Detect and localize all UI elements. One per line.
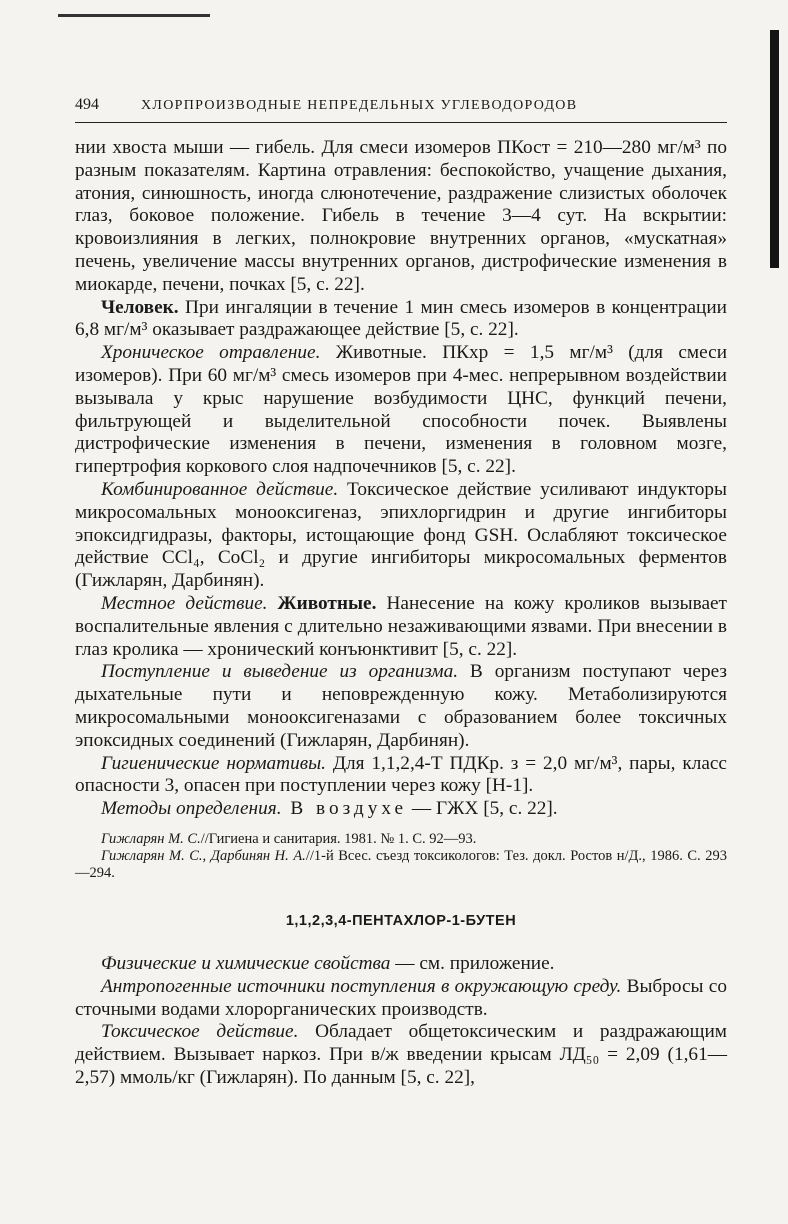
reference-item: Гижларян М. С., Дарбинян Н. А.//1-й Всес. съезд токсикологов: Тез. докл. Ростов н/Д., 1986. С. 293—294.	[75, 847, 727, 881]
paragraph-toxic: Токсическое действие. Обладает общетоксическим и раздражающим действием. Вызывает наркоз. При в/ж введении крысам ЛД₅₀ = 2,09 (1,61—2,57) ммоль/кг (Гижларян). По данным [5, с. 22],	[75, 1021, 727, 1088]
scan-edge-mark	[58, 14, 210, 17]
page-number: 494	[75, 96, 99, 113]
paragraph-chronic: Хроническое отравление. Животные. ПКхр = 1,5 мг/м³ (для смеси изомеров). При 60 мг/м³ смесь изомеров при 4-мес. непрерывном воздействии вызывала у крыс нарушение возбудимости ЦНС, функций печени, фильтрующей и выделительной способности почек. Выявлены дистрофические изменения в печени, изменения в головном мозге, гипертрофия коркового слоя надпочечников [5, с. 22].	[75, 342, 728, 478]
running-header	[75, 96, 727, 123]
paragraph-continuation: нии хвоста мыши — гибель. Для смеси изомеров ПКост = 210—280 мг/м³ по разным показателям. Картина отравления: беспокойство, учащение дыхания, атония, синюшность, иногда слюнотечение, раздражение слизистых оболочек глаз, боковое положение. Гибель в течение 3—4 сут. На вскрытии: кровоизлияния в легких, полнокровие внутренних органов, «мускатная» печень, увеличение массы внутренних органов, дистрофические изменения в миокарде, печени, почках [5, с. 22].	[75, 137, 727, 295]
references	[75, 831, 727, 882]
paragraph-properties: Физические и химические свойства — см. приложение.	[101, 952, 555, 974]
label-human: Человек.	[101, 296, 179, 318]
label-intake: Поступление и выведение из организма.	[101, 661, 459, 683]
scan-edge-bar	[770, 30, 779, 268]
paragraph-local: Местное действие. Животные. Нанесение на кожу кроликов вызывает воспалительные явления с длительно незаживающими язвами. При внесении в глаз кролика — хронический конъюнктивит [5, с. 22].	[75, 592, 727, 660]
section-text	[75, 953, 727, 1090]
label-norms: Гигиенические нормативы.	[101, 752, 326, 774]
label-chronic: Хроническое отравление.	[101, 342, 321, 364]
paragraph-methods: Методы определения. В воздухе — ГЖХ [5, с. 22].	[101, 798, 558, 820]
paragraph-sources: Антропогенные источники поступления в окружающую среду. Выбросы со сточными водами хлорорганических производств.	[75, 975, 727, 1020]
label-combined: Комбинированное действие.	[101, 478, 339, 500]
label-animals-local: Животные.	[267, 592, 377, 614]
label-animals: Животные.	[320, 342, 427, 364]
section-title: 1,1,2,3,4-ПЕНТАХЛОР-1-БУТЕН	[285, 912, 517, 929]
paragraph-human: Человек. При ингаляции в течение 1 мин смесь изомеров в концентрации 6,8 мг/м³ оказывает раздражающее действие [5, с. 22].	[75, 296, 727, 341]
label-in-air: В воздухе	[281, 798, 408, 820]
book-page	[75, 96, 727, 1090]
label-methods: Методы определения.	[101, 798, 282, 820]
paragraph-combined: Комбинированное действие. Токсическое действие усиливают индукторы микросомальных монооксигеназ, эпихлоргидрин и другие ингибиторы эпоксидгидразы, факторы, истощающие фонд GSH. Ослабляют токсическое действие CCl₄, CoCl₂ и другие ингибиторы микросомальных ферментов (Гижларян, Дарбинян).	[75, 478, 727, 592]
paragraph-intake: Поступление и выведение из организма. В организм поступают через дыхательные пути и неповрежденную кожу. Метаболизируются микросомальными монооксигеназами с образованием более токсичных эпоксидных соединений (Гижларян, Дарбинян).	[75, 661, 727, 751]
reference-item: Гижларян М. С.//Гигиена и санитария. 1981. № 1. С. 92—93.	[101, 830, 477, 847]
label-local: Местное действие.	[101, 592, 268, 614]
paragraph-norms: Гигиенические нормативы. Для 1,1,2,4-Т ПДКр. з = 2,0 мг/м³, пары, класс опасности 3, опасен при поступлении через кожу [Н-1].	[75, 752, 727, 797]
main-text	[75, 137, 727, 821]
running-title: ХЛОРПРОИЗВОДНЫЕ НЕПРЕДЕЛЬНЫХ УГЛЕВОДОРОДОВ	[141, 98, 578, 113]
